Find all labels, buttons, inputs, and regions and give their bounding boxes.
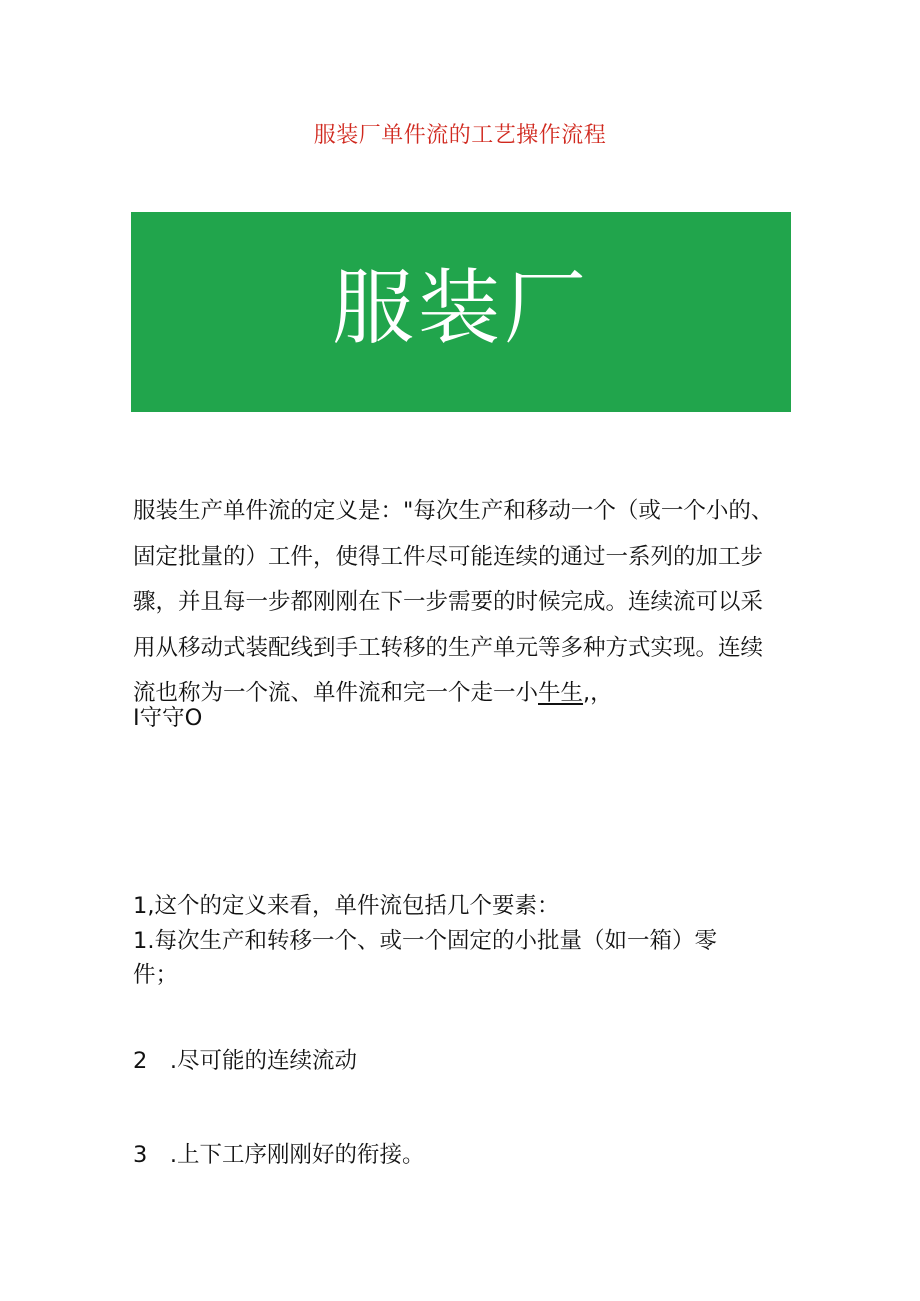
element-item-1-line: 件； [133, 962, 179, 988]
document-title: 服装厂单件流的工艺操作流程 [313, 123, 607, 148]
elements-intro: 1,这个的定义来看，单件流包括几个要素： [133, 893, 560, 919]
element-item-1 [133, 924, 773, 992]
paragraph-tail: I守守O [133, 705, 203, 731]
element-item-2: 2 .尽可能的连续流动 [133, 1048, 357, 1074]
paragraph-line: 骤，并且每一步都刚刚在下一步需要的时候完成。连续流可以采 [133, 589, 764, 615]
paragraph-last-line-suffix: ,， [583, 680, 613, 706]
banner-text: 服装厂 [331, 261, 590, 356]
paragraph-line: 用从移动式装配线到手工转移的生产单元等多种方式实现。连续 [133, 634, 764, 661]
element-item-1-line: 1.每次生产和转移一个、或一个固定的小批量（如一箱）零 [133, 928, 717, 954]
paragraph-line: 固定批量的）工件，使得工件尽可能连续的通过一系列的加工步 [133, 543, 764, 570]
banner [131, 212, 791, 412]
paragraph-last-line [133, 671, 813, 717]
underlined-text: 牛生 [538, 680, 584, 706]
definition-paragraph [133, 489, 813, 717]
paragraph-line: 服装生产单件流的定义是："每次生产和移动一个（或一个小的、 [133, 498, 774, 524]
element-item-3: 3 .上下工序刚刚好的衔接。 [133, 1142, 425, 1168]
paragraph-last-line-prefix: 流也称为一个流、单件流和完一个走一小 [133, 680, 539, 706]
